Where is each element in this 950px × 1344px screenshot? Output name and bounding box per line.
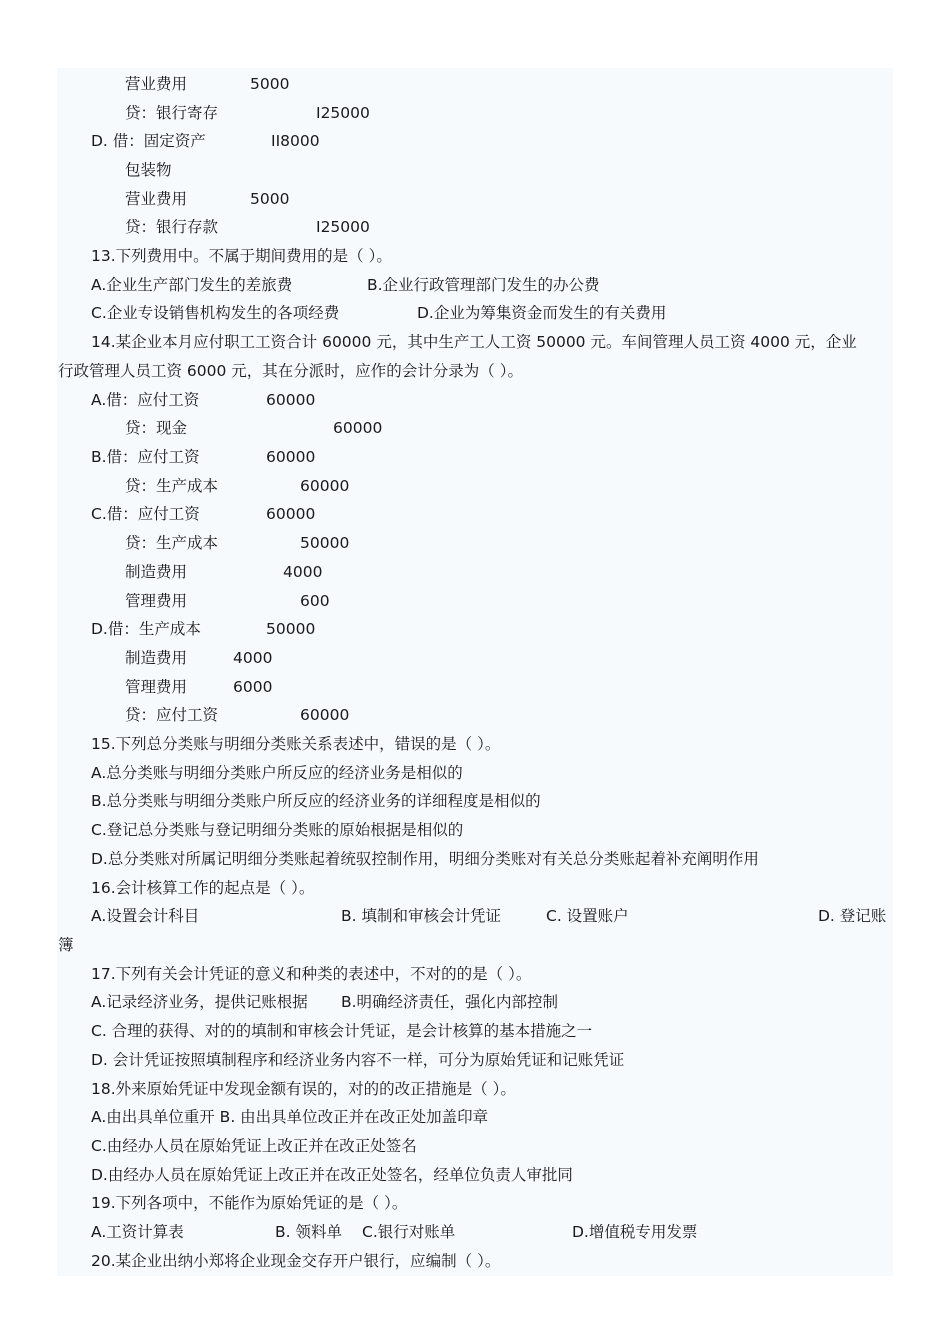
- text-segment: 包装物: [125, 161, 172, 179]
- text-segment: D.借：生产成本: [91, 620, 201, 638]
- text-segment: B. 领料单: [275, 1223, 342, 1241]
- text-segment: 6000: [233, 678, 273, 696]
- text-segment: C. 合理的获得、对的的填制和审核会计凭证，是会计核算的基本措施之一: [91, 1022, 593, 1040]
- text-segment: 600: [300, 592, 330, 610]
- text-segment: I25000: [316, 218, 370, 236]
- text-segment: B.总分类账与明细分类账户所反应的经济业务的详细程度是相似的: [91, 792, 541, 810]
- text-segment: 14.某企业本月应付职工工资合计 60000 元，其中生产工人工资 50000 元。车间管理人员工资 4000 元，企业: [91, 333, 857, 351]
- text-segment: I25000: [316, 104, 370, 122]
- text-segment: 16.会计核算工作的起点是（ ）。: [91, 879, 315, 897]
- text-segment: A.借：应付工资: [91, 391, 200, 409]
- text-segment: C.银行对账单: [362, 1223, 456, 1241]
- text-segment: 制造费用: [125, 563, 188, 581]
- text-segment: 50000: [266, 620, 316, 638]
- text-segment: A.由出具单位重开 B. 由出具单位改正并在改正处加盖印章: [91, 1108, 489, 1126]
- text-segment: 制造费用: [125, 649, 188, 667]
- text-segment: D. 会计凭证按照填制程序和经济业务内容不一样，可分为原始凭证和记账凭证: [91, 1051, 625, 1069]
- text-segment: 60000: [300, 706, 350, 724]
- text-segment: C.由经办人员在原始凭证上改正并在改正处签名: [91, 1137, 417, 1155]
- text-segment: 17.下列有关会计凭证的意义和种类的表述中，不对的的是（ ）。: [91, 965, 532, 983]
- text-segment: A.记录经济业务，提供记账根据: [91, 993, 308, 1011]
- text-segment: 贷：生产成本: [125, 534, 219, 552]
- text-segment: D.增值税专用发票: [572, 1223, 698, 1241]
- text-segment: 60000: [300, 477, 350, 495]
- text-segment: 20.某企业出纳小郑将企业现金交存开户银行，应编制（ ）。: [91, 1252, 501, 1270]
- text-segment: B. 填制和审核会计凭证: [341, 907, 501, 925]
- text-segment: D.企业为筹集资金而发生的有关费用: [417, 304, 667, 322]
- text-segment: C. 设置账户: [546, 907, 629, 925]
- text-segment: C.企业专设销售机构发生的各项经费: [91, 304, 340, 322]
- text-segment: 管理费用: [125, 678, 188, 696]
- text-segment: 13.下列费用中。不属于期间费用的是（ ）。: [91, 247, 392, 265]
- text-segment: B.借：应付工资: [91, 448, 200, 466]
- text-segment: 60000: [266, 391, 316, 409]
- text-segment: 60000: [333, 419, 383, 437]
- text-segment: 19.下列各项中，不能作为原始凭证的是（ ）。: [91, 1194, 408, 1212]
- text-segment: 管理费用: [125, 592, 188, 610]
- text-segment: C.借：应付工资: [91, 505, 200, 523]
- text-segment: 行政管理人员工资 6000 元，其在分派时，应作的会计分录为（ ）。: [58, 362, 523, 380]
- text-segment: 4000: [283, 563, 323, 581]
- text-segment: A.企业生产部门发生的差旅费: [91, 276, 293, 294]
- text-segment: 贷：银行寄存: [125, 104, 219, 122]
- text-segment: 60000: [266, 505, 316, 523]
- text-segment: 5000: [250, 75, 290, 93]
- text-segment: II8000: [271, 132, 320, 150]
- text-segment: 簿: [58, 936, 74, 954]
- text-segment: A.总分类账与明细分类账户所反应的经济业务是相似的: [91, 764, 463, 782]
- text-segment: D. 登记账: [818, 907, 887, 925]
- text-segment: 营业费用: [125, 75, 188, 93]
- text-segment: B.企业行政管理部门发生的办公费: [367, 276, 600, 294]
- text-segment: D.由经办人员在原始凭证上改正并在改正处签名，经单位负责人审批同: [91, 1166, 573, 1184]
- text-segment: A.工资计算表: [91, 1223, 184, 1241]
- text-segment: 贷：应付工资: [125, 706, 219, 724]
- text-segment: 营业费用: [125, 190, 188, 208]
- text-segment: D.总分类账对所属记明细分类账起着统驭控制作用，明细分类账对有关总分类账起着补充阐明作用: [91, 850, 759, 868]
- text-segment: 50000: [300, 534, 350, 552]
- text-segment: 贷：生产成本: [125, 477, 219, 495]
- text-segment: A.设置会计科目: [91, 907, 200, 925]
- text-segment: 15.下列总分类账与明细分类账关系表述中，错误的是（ ）。: [91, 735, 501, 753]
- text-segment: C.登记总分类账与登记明细分类账的原始根据是相似的: [91, 821, 464, 839]
- text-segment: 5000: [250, 190, 290, 208]
- text-segment: 贷：现金: [125, 419, 188, 437]
- text-segment: 60000: [266, 448, 316, 466]
- text-segment: D. 借：固定资产: [91, 132, 206, 150]
- text-segment: 4000: [233, 649, 273, 667]
- text-segment: 18.外来原始凭证中发现金额有误的，对的的改正措施是（ ）。: [91, 1080, 516, 1098]
- text-segment: 贷：银行存款: [125, 218, 219, 236]
- text-segment: B.明确经济责任，强化内部控制: [341, 993, 559, 1011]
